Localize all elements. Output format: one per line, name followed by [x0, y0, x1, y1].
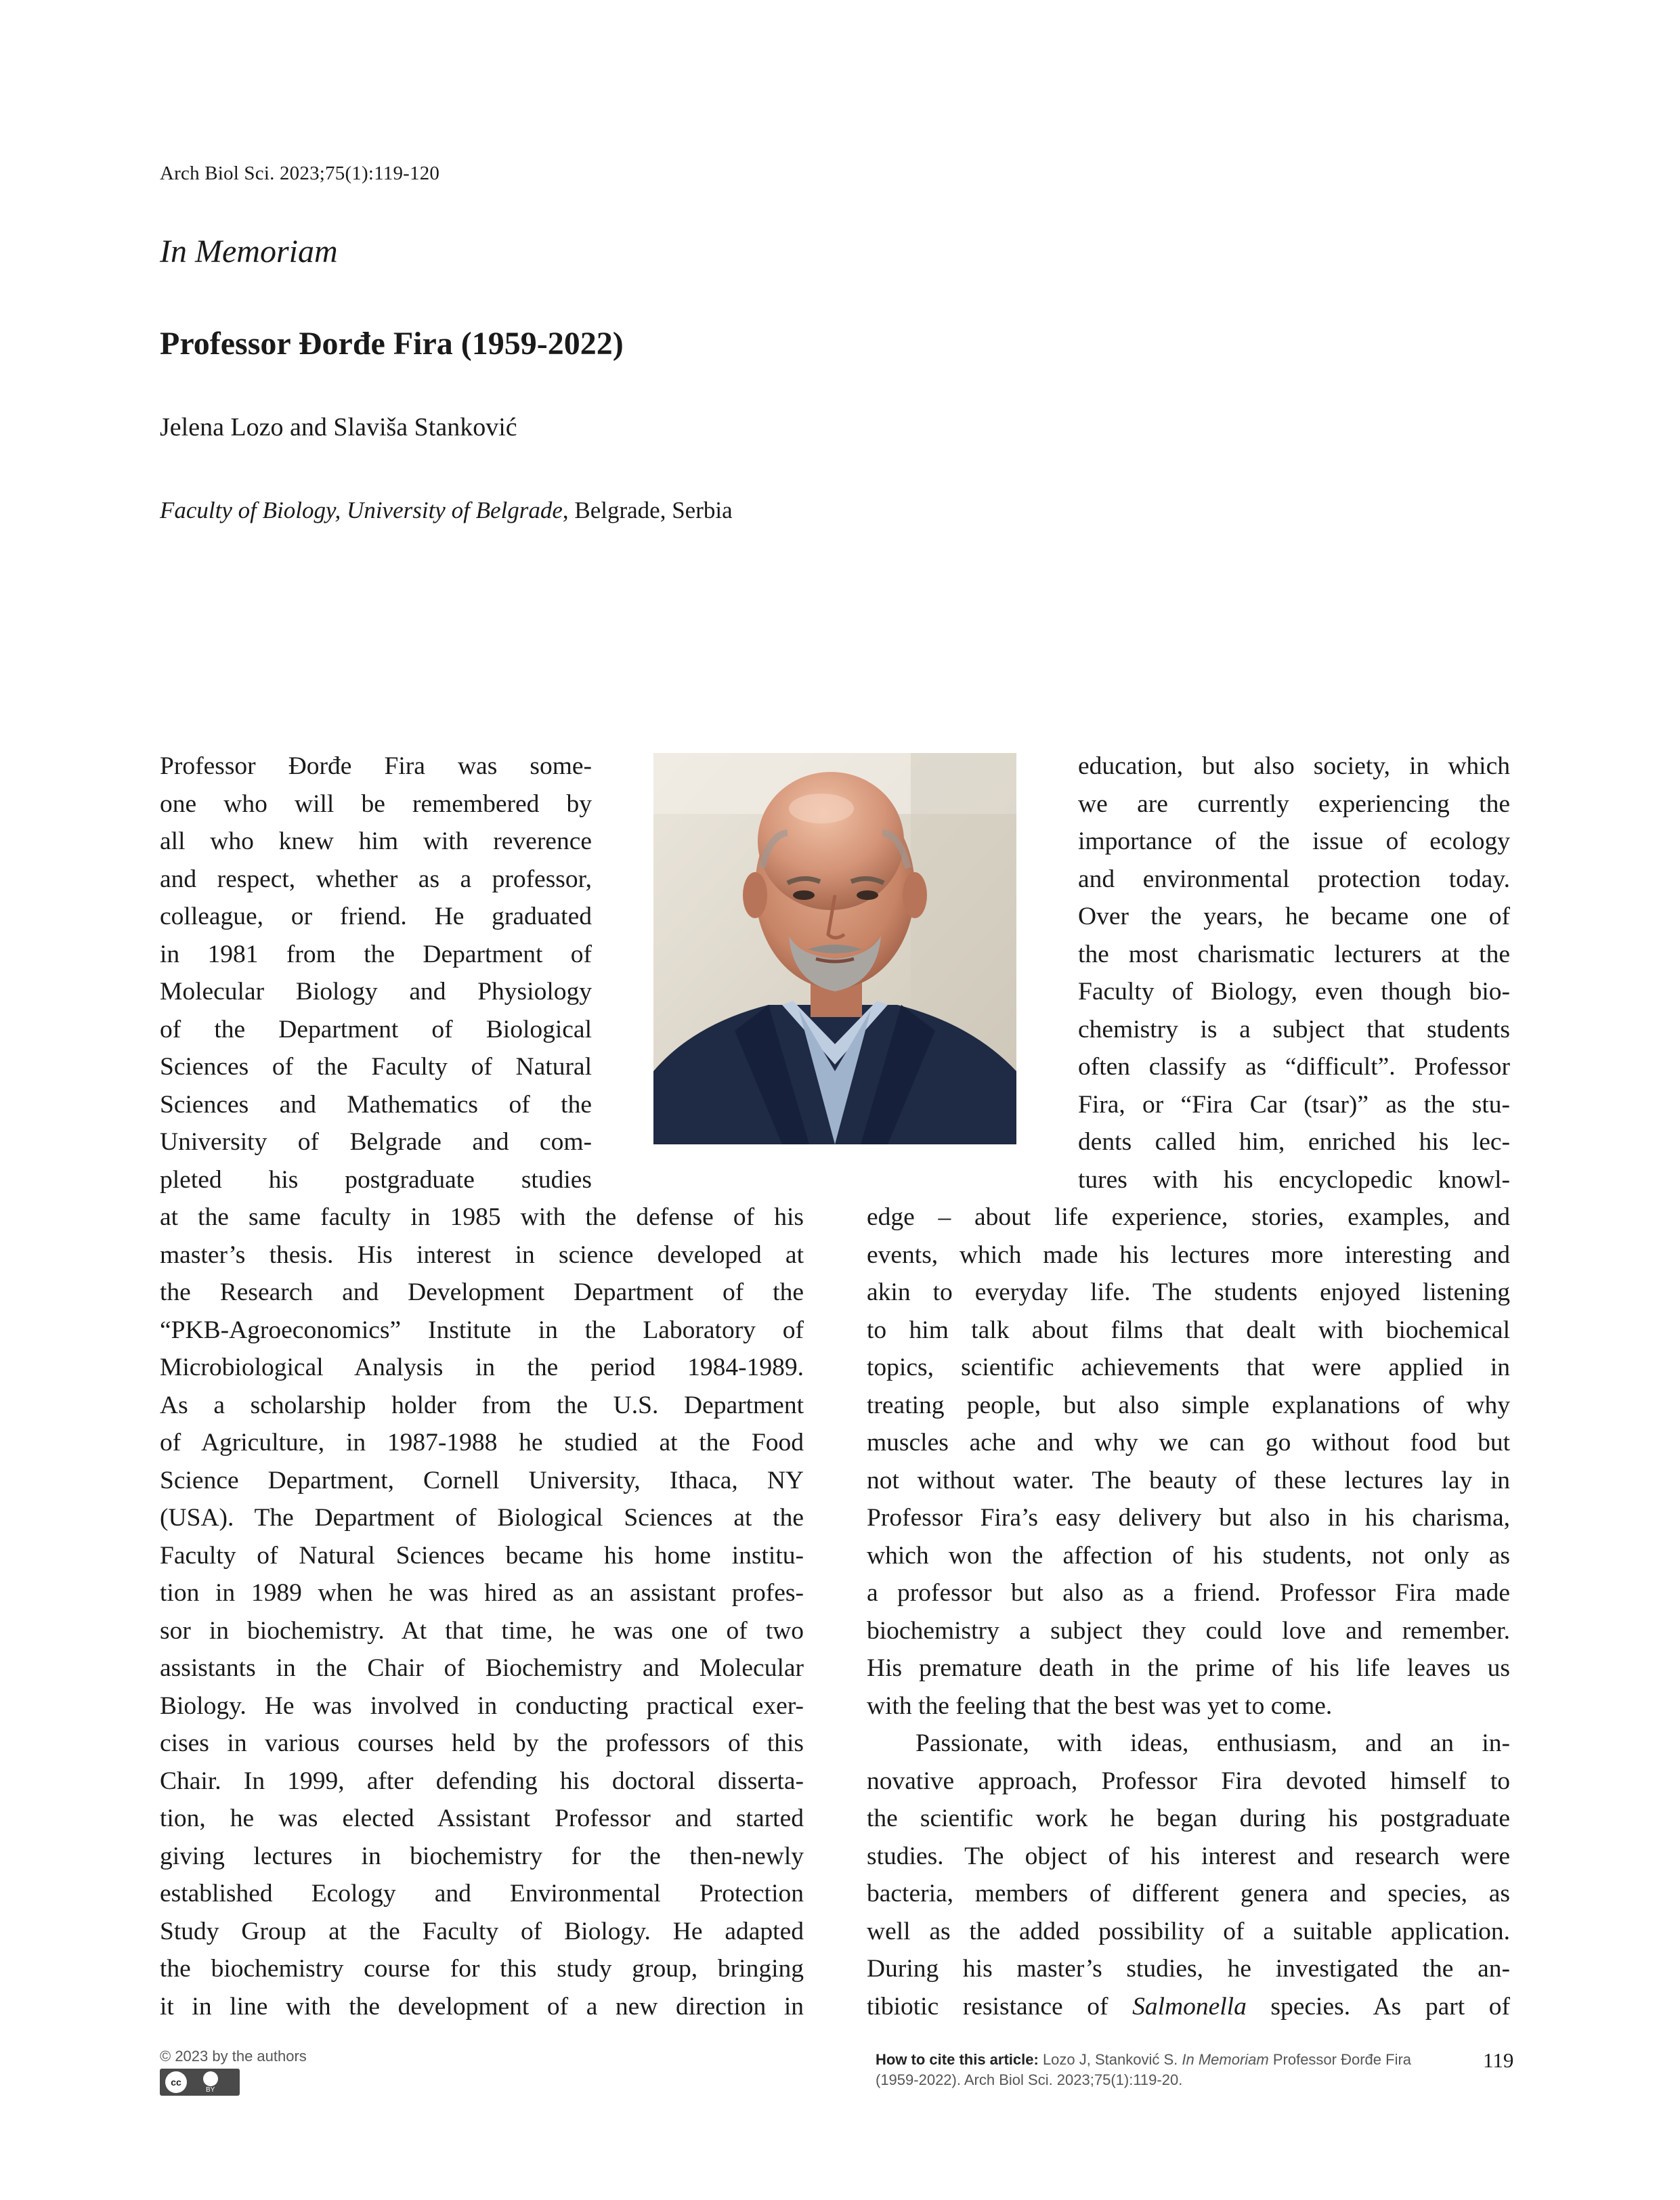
citation-italic: In Memoriam	[1182, 2051, 1269, 2068]
body-line: akin to everyday life. The students enjoyed listening	[867, 1278, 1510, 1306]
body-line: pleted his postgraduate studies	[160, 1165, 592, 1194]
body-line: Study Group at the Faculty of Biology. He adapted	[160, 1917, 804, 1945]
body-line: tion, he was elected Assistant Professor and started	[160, 1805, 804, 1832]
body-line: the scientific work he began during his postgraduate	[867, 1805, 1510, 1832]
section-label: In Memoriam	[160, 234, 338, 269]
body-line: importance of the issue of ecology	[1078, 827, 1510, 855]
body-line: chemistry is a subject that students	[1078, 1015, 1510, 1043]
body-line: Professor Đorđe Fira was some-	[160, 752, 592, 780]
body-line	[867, 1988, 1510, 2026]
cc-icon: cc	[165, 2071, 187, 2093]
affiliation	[160, 497, 733, 524]
body-line: Over the years, he became one of	[1078, 903, 1510, 930]
body-line: colleague, or friend. He graduated	[160, 903, 592, 930]
body-line: it in line with the development of a new direction in	[160, 1992, 804, 2021]
species-name: Salmonella	[1132, 1992, 1247, 2021]
body-line: and respect, whether as a professor,	[160, 865, 592, 893]
body-line: Microbiological Analysis in the period 1984-1989.	[160, 1354, 804, 1381]
body-line: Faculty of Natural Sciences became his home institu-	[160, 1541, 804, 1570]
body-line: master’s thesis. His interest in science developed at	[160, 1241, 804, 1269]
body-text: tibiotic resistance of	[867, 1992, 1133, 2021]
body-line: His premature death in the prime of his life leaves us	[867, 1654, 1510, 1682]
body-line: muscles ache and why we can go without food but	[867, 1429, 1510, 1457]
body-text: species. As part of	[1246, 1992, 1510, 2021]
attribution-person-icon	[203, 2071, 218, 2086]
body-line: (USA). The Department of Biological Sciences at the	[160, 1504, 804, 1532]
body-line: which won the affection of his students, not only as	[867, 1541, 1510, 1570]
copyright-notice: © 2023 by the authors	[160, 2048, 307, 2065]
body-line: a professor but also as a friend. Professor Fira made	[867, 1579, 1510, 1607]
body-line: cises in various courses held by the professors of this	[160, 1729, 804, 1757]
body-line: not without water. The beauty of these lectures lay in	[867, 1466, 1510, 1494]
body-line: in 1981 from the Department of	[160, 940, 592, 968]
body-line: treating people, but also simple explanations of why	[867, 1391, 1510, 1419]
by-label: BY	[206, 2086, 215, 2094]
body-line: the biochemistry course for this study group, bringing	[160, 1955, 804, 1983]
body-line: established Ecology and Environmental Protection	[160, 1880, 804, 1907]
body-line: of the Department of Biological	[160, 1015, 592, 1043]
citation-text: Professor Đorđe Fira (1959-2022). Arch Biol Sci. 2023;75(1):119-20.	[876, 2051, 1412, 2088]
body-line: we are currently experiencing the	[1078, 790, 1510, 818]
body-line: topics, scientific achievements that were applied in	[867, 1354, 1510, 1381]
body-line: giving lectures in biochemistry for the then-newly	[160, 1842, 804, 1870]
body-line: University of Belgrade and com-	[160, 1128, 592, 1156]
body-line: Biology. He was involved in conducting practical exer-	[160, 1691, 804, 1720]
body-line: assistants in the Chair of Biochemistry and Molecular	[160, 1654, 804, 1682]
citation-label: How to cite this article:	[876, 2051, 1039, 2068]
body-line: tion in 1989 when he was hired as an assistant profes-	[160, 1579, 804, 1607]
body-line: Molecular Biology and Physiology	[160, 978, 592, 1006]
body-line: “PKB-Agroeconomics” Institute in the Laboratory of	[160, 1316, 804, 1344]
body-line: well as the added possibility of a suitable application.	[867, 1917, 1510, 1945]
body-line: sor in biochemistry. At that time, he was one of two	[160, 1616, 804, 1645]
body-line: education, but also society, in which	[1078, 752, 1510, 780]
affiliation-location: , Belgrade, Serbia	[562, 497, 733, 523]
body-line: Fira, or “Fira Car (tsar)” as the stu-	[1078, 1090, 1510, 1119]
body-line: with the feeling that the best was yet to come.	[867, 1691, 1333, 1720]
body-line: the most charismatic lecturers at the	[1078, 940, 1510, 968]
body-line: tures with his encyclopedic knowl-	[1078, 1165, 1510, 1194]
body-line: the Research and Development Department of the	[160, 1278, 804, 1306]
body-line: Professor Fira’s easy delivery but also in his charisma,	[867, 1504, 1510, 1532]
citation-text: Lozo J, Stanković S.	[1038, 2051, 1182, 2068]
authors: Jelena Lozo and Slaviša Stanković	[160, 413, 517, 441]
body-line: of Agriculture, in 1987-1988 he studied at the Food	[160, 1429, 804, 1457]
body-line: to him talk about films that dealt with biochemical	[867, 1316, 1510, 1344]
journal-reference: Arch Biol Sci. 2023;75(1):119-120	[160, 163, 440, 184]
body-line: Sciences and Mathematics of the	[160, 1090, 592, 1119]
body-line: Science Department, Cornell University, Ithaca, NY	[160, 1466, 804, 1494]
body-line: studies. The object of his interest and research were	[867, 1842, 1510, 1870]
body-line: During his master’s studies, he investigated the an-	[867, 1955, 1510, 1983]
body-line: edge – about life experience, stories, examples, and	[867, 1203, 1510, 1231]
body-line: Sciences of the Faculty of Natural	[160, 1053, 592, 1081]
body-line: all who knew him with reverence	[160, 827, 592, 855]
body-line: often classify as “difficult”. Professor	[1078, 1053, 1510, 1081]
body-line: Passionate, with ideas, enthusiasm, and an in-	[916, 1729, 1510, 1757]
body-line: bacteria, members of different genera and species, as	[867, 1880, 1510, 1907]
body-line: novative approach, Professor Fira devoted himself to	[867, 1767, 1510, 1795]
body-right-column	[867, 748, 1510, 2025]
body-line: and environmental protection today.	[1078, 865, 1510, 893]
body-line: Faculty of Biology, even though bio-	[1078, 978, 1510, 1006]
citation-note	[876, 2050, 1444, 2090]
page-number: 119	[1483, 2048, 1514, 2072]
body-line: Chair. In 1999, after defending his doctoral disserta-	[160, 1767, 804, 1795]
affiliation-institution: Faculty of Biology, University of Belgrade	[160, 497, 563, 523]
body-line: As a scholarship holder from the U.S. Department	[160, 1391, 804, 1419]
body-line: biochemistry a subject they could love and remember.	[867, 1616, 1510, 1645]
body-line: one who will be remembered by	[160, 790, 592, 818]
body-line: dents called him, enriched his lec-	[1078, 1128, 1510, 1156]
article-title: Professor Đorđe Fira (1959-2022)	[160, 326, 624, 362]
cc-by-license-icon[interactable]	[160, 2069, 240, 2096]
body-line: events, which made his lectures more interesting and	[867, 1241, 1510, 1269]
body-line: at the same faculty in 1985 with the defense of his	[160, 1203, 804, 1231]
